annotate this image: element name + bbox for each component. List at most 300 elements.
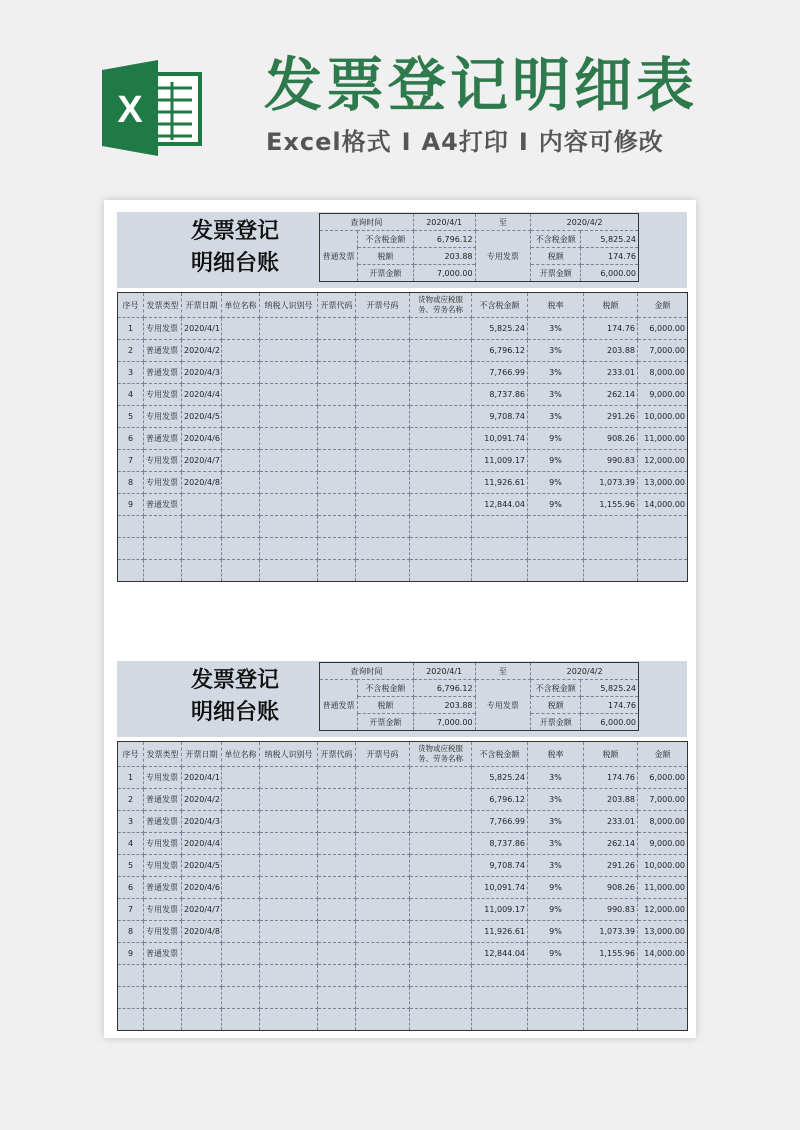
table-cell[interactable] bbox=[182, 538, 222, 560]
table-cell[interactable] bbox=[118, 560, 144, 582]
table-cell[interactable]: 普通发票 bbox=[144, 943, 182, 965]
table-cell[interactable] bbox=[356, 340, 410, 362]
table-cell[interactable] bbox=[356, 877, 410, 899]
table-cell[interactable]: 291.26 bbox=[584, 855, 638, 877]
table-cell[interactable] bbox=[410, 965, 472, 987]
table-cell[interactable]: 12,000.00 bbox=[638, 899, 688, 921]
table-cell[interactable] bbox=[260, 855, 318, 877]
table-cell[interactable] bbox=[318, 362, 356, 384]
table-cell[interactable] bbox=[356, 965, 410, 987]
table-cell[interactable]: 2020/4/4 bbox=[182, 384, 222, 406]
table-cell[interactable]: 专用发票 bbox=[144, 921, 182, 943]
table-cell[interactable]: 2 bbox=[118, 340, 144, 362]
table-cell[interactable]: 8,000.00 bbox=[638, 362, 688, 384]
table-cell[interactable]: 6,796.12 bbox=[472, 340, 528, 362]
table-cell[interactable]: 7,000.00 bbox=[638, 789, 688, 811]
column-header[interactable]: 税率 bbox=[528, 742, 584, 767]
column-header[interactable]: 货物或应税服务、劳务名称 bbox=[410, 293, 472, 318]
table-cell[interactable] bbox=[222, 965, 260, 987]
table-cell[interactable] bbox=[584, 516, 638, 538]
table-cell[interactable] bbox=[260, 1009, 318, 1031]
table-cell[interactable]: 1 bbox=[118, 767, 144, 789]
column-header[interactable]: 税率 bbox=[528, 293, 584, 318]
table-cell[interactable]: 8 bbox=[118, 921, 144, 943]
table-cell[interactable] bbox=[318, 899, 356, 921]
table-cell[interactable]: 11,009.17 bbox=[472, 450, 528, 472]
table-cell[interactable] bbox=[584, 538, 638, 560]
table-cell[interactable] bbox=[584, 1009, 638, 1031]
table-cell[interactable]: 203.88 bbox=[584, 789, 638, 811]
table-cell[interactable]: 5 bbox=[118, 406, 144, 428]
table-cell[interactable] bbox=[260, 767, 318, 789]
table-cell[interactable] bbox=[222, 877, 260, 899]
table-cell[interactable]: 11,926.61 bbox=[472, 921, 528, 943]
table-cell[interactable] bbox=[356, 560, 410, 582]
table-cell[interactable] bbox=[356, 516, 410, 538]
table-cell[interactable]: 6,000.00 bbox=[638, 318, 688, 340]
table-cell[interactable] bbox=[182, 987, 222, 1009]
table-cell[interactable] bbox=[222, 494, 260, 516]
table-cell[interactable]: 2020/4/2 bbox=[182, 340, 222, 362]
table-cell[interactable] bbox=[318, 494, 356, 516]
table-cell[interactable] bbox=[356, 987, 410, 1009]
table-cell[interactable] bbox=[638, 1009, 688, 1031]
table-cell[interactable]: 14,000.00 bbox=[638, 943, 688, 965]
table-cell[interactable] bbox=[410, 877, 472, 899]
table-cell[interactable] bbox=[118, 516, 144, 538]
table-cell[interactable] bbox=[584, 987, 638, 1009]
table-cell[interactable] bbox=[222, 516, 260, 538]
table-cell[interactable]: 6,000.00 bbox=[638, 767, 688, 789]
column-header[interactable]: 序号 bbox=[118, 293, 144, 318]
table-cell[interactable] bbox=[260, 340, 318, 362]
table-cell[interactable]: 8,000.00 bbox=[638, 811, 688, 833]
table-cell[interactable] bbox=[260, 384, 318, 406]
table-cell[interactable]: 普通发票 bbox=[144, 362, 182, 384]
table-cell[interactable] bbox=[356, 406, 410, 428]
table-cell[interactable] bbox=[410, 472, 472, 494]
table-cell[interactable] bbox=[584, 965, 638, 987]
table-cell[interactable] bbox=[222, 899, 260, 921]
table-cell[interactable] bbox=[638, 516, 688, 538]
table-cell[interactable]: 3% bbox=[528, 340, 584, 362]
table-cell[interactable]: 2020/4/8 bbox=[182, 472, 222, 494]
table-cell[interactable] bbox=[410, 494, 472, 516]
table-cell[interactable]: 9,708.74 bbox=[472, 406, 528, 428]
table-cell[interactable] bbox=[182, 516, 222, 538]
table-cell[interactable] bbox=[410, 450, 472, 472]
table-cell[interactable] bbox=[472, 516, 528, 538]
table-cell[interactable] bbox=[222, 428, 260, 450]
table-cell[interactable] bbox=[472, 1009, 528, 1031]
table-cell[interactable] bbox=[118, 1009, 144, 1031]
table-cell[interactable]: 9% bbox=[528, 494, 584, 516]
table-cell[interactable]: 13,000.00 bbox=[638, 472, 688, 494]
table-cell[interactable]: 专用发票 bbox=[144, 384, 182, 406]
table-cell[interactable]: 2020/4/2 bbox=[182, 789, 222, 811]
table-cell[interactable] bbox=[410, 987, 472, 1009]
table-cell[interactable] bbox=[410, 560, 472, 582]
table-cell[interactable]: 9% bbox=[528, 899, 584, 921]
table-cell[interactable] bbox=[410, 362, 472, 384]
table-cell[interactable]: 11,000.00 bbox=[638, 877, 688, 899]
table-cell[interactable] bbox=[222, 340, 260, 362]
table-cell[interactable] bbox=[356, 494, 410, 516]
table-cell[interactable] bbox=[638, 965, 688, 987]
column-header[interactable]: 发票类型 bbox=[144, 742, 182, 767]
table-cell[interactable]: 9,000.00 bbox=[638, 833, 688, 855]
table-cell[interactable] bbox=[318, 855, 356, 877]
table-cell[interactable] bbox=[528, 538, 584, 560]
table-cell[interactable] bbox=[410, 899, 472, 921]
table-cell[interactable] bbox=[318, 965, 356, 987]
table-cell[interactable]: 9% bbox=[528, 877, 584, 899]
table-cell[interactable] bbox=[410, 384, 472, 406]
table-cell[interactable] bbox=[410, 406, 472, 428]
table-cell[interactable]: 12,000.00 bbox=[638, 450, 688, 472]
table-cell[interactable] bbox=[638, 987, 688, 1009]
table-cell[interactable] bbox=[260, 406, 318, 428]
table-cell[interactable] bbox=[472, 965, 528, 987]
table-cell[interactable]: 4 bbox=[118, 384, 144, 406]
table-cell[interactable] bbox=[410, 833, 472, 855]
table-cell[interactable]: 262.14 bbox=[584, 384, 638, 406]
table-cell[interactable] bbox=[584, 560, 638, 582]
table-cell[interactable] bbox=[410, 789, 472, 811]
table-cell[interactable] bbox=[410, 943, 472, 965]
table-cell[interactable] bbox=[318, 406, 356, 428]
table-cell[interactable]: 7,000.00 bbox=[638, 340, 688, 362]
table-cell[interactable] bbox=[260, 362, 318, 384]
table-cell[interactable] bbox=[118, 538, 144, 560]
table-cell[interactable]: 8 bbox=[118, 472, 144, 494]
table-cell[interactable]: 6,796.12 bbox=[472, 789, 528, 811]
table-cell[interactable] bbox=[144, 538, 182, 560]
table-cell[interactable]: 2020/4/6 bbox=[182, 877, 222, 899]
column-header[interactable]: 税额 bbox=[584, 293, 638, 318]
table-cell[interactable] bbox=[318, 987, 356, 1009]
table-cell[interactable]: 专用发票 bbox=[144, 767, 182, 789]
table-cell[interactable]: 262.14 bbox=[584, 833, 638, 855]
table-cell[interactable] bbox=[528, 987, 584, 1009]
table-cell[interactable]: 专用发票 bbox=[144, 855, 182, 877]
table-cell[interactable] bbox=[144, 1009, 182, 1031]
table-cell[interactable] bbox=[222, 560, 260, 582]
table-cell[interactable] bbox=[356, 811, 410, 833]
table-cell[interactable]: 10,000.00 bbox=[638, 406, 688, 428]
column-header[interactable]: 开票日期 bbox=[182, 293, 222, 318]
table-cell[interactable] bbox=[260, 877, 318, 899]
table-cell[interactable]: 9,000.00 bbox=[638, 384, 688, 406]
table-cell[interactable] bbox=[410, 340, 472, 362]
column-header[interactable]: 单位名称 bbox=[222, 742, 260, 767]
column-header[interactable]: 纳税人识别号 bbox=[260, 742, 318, 767]
table-cell[interactable] bbox=[356, 538, 410, 560]
table-cell[interactable] bbox=[356, 318, 410, 340]
table-cell[interactable]: 3% bbox=[528, 767, 584, 789]
table-cell[interactable]: 233.01 bbox=[584, 362, 638, 384]
table-cell[interactable]: 233.01 bbox=[584, 811, 638, 833]
table-cell[interactable] bbox=[356, 472, 410, 494]
table-cell[interactable]: 7 bbox=[118, 899, 144, 921]
table-cell[interactable] bbox=[260, 494, 318, 516]
table-cell[interactable]: 普通发票 bbox=[144, 340, 182, 362]
table-cell[interactable] bbox=[260, 516, 318, 538]
table-cell[interactable] bbox=[318, 340, 356, 362]
table-cell[interactable]: 9 bbox=[118, 494, 144, 516]
table-cell[interactable] bbox=[528, 516, 584, 538]
table-cell[interactable] bbox=[318, 943, 356, 965]
table-cell[interactable]: 普通发票 bbox=[144, 811, 182, 833]
table-cell[interactable]: 专用发票 bbox=[144, 472, 182, 494]
table-cell[interactable] bbox=[260, 450, 318, 472]
table-cell[interactable]: 3 bbox=[118, 811, 144, 833]
table-cell[interactable] bbox=[318, 833, 356, 855]
table-cell[interactable] bbox=[472, 538, 528, 560]
column-header[interactable]: 货物或应税服务、劳务名称 bbox=[410, 742, 472, 767]
table-cell[interactable] bbox=[222, 472, 260, 494]
table-cell[interactable] bbox=[356, 362, 410, 384]
table-cell[interactable] bbox=[222, 384, 260, 406]
table-cell[interactable] bbox=[318, 472, 356, 494]
table-cell[interactable] bbox=[318, 538, 356, 560]
table-cell[interactable] bbox=[410, 318, 472, 340]
table-cell[interactable]: 4 bbox=[118, 833, 144, 855]
table-cell[interactable]: 5 bbox=[118, 855, 144, 877]
table-cell[interactable] bbox=[472, 560, 528, 582]
table-cell[interactable]: 174.76 bbox=[584, 767, 638, 789]
table-cell[interactable]: 1,073.39 bbox=[584, 472, 638, 494]
table-cell[interactable]: 普通发票 bbox=[144, 428, 182, 450]
table-cell[interactable]: 908.26 bbox=[584, 877, 638, 899]
table-cell[interactable]: 专用发票 bbox=[144, 833, 182, 855]
to-date[interactable]: 2020/4/2 bbox=[531, 214, 639, 231]
column-header[interactable]: 不含税金额 bbox=[472, 293, 528, 318]
from-date[interactable]: 2020/4/1 bbox=[413, 663, 475, 680]
table-cell[interactable]: 1,155.96 bbox=[584, 943, 638, 965]
table-cell[interactable] bbox=[144, 560, 182, 582]
table-cell[interactable] bbox=[118, 965, 144, 987]
table-cell[interactable] bbox=[182, 560, 222, 582]
table-cell[interactable] bbox=[410, 855, 472, 877]
column-header[interactable]: 序号 bbox=[118, 742, 144, 767]
table-cell[interactable]: 2020/4/7 bbox=[182, 899, 222, 921]
table-cell[interactable] bbox=[118, 987, 144, 1009]
table-cell[interactable] bbox=[318, 1009, 356, 1031]
table-cell[interactable] bbox=[222, 811, 260, 833]
table-cell[interactable] bbox=[356, 789, 410, 811]
table-cell[interactable]: 2020/4/1 bbox=[182, 318, 222, 340]
table-cell[interactable]: 2 bbox=[118, 789, 144, 811]
table-cell[interactable] bbox=[222, 362, 260, 384]
table-cell[interactable]: 14,000.00 bbox=[638, 494, 688, 516]
table-cell[interactable]: 3% bbox=[528, 833, 584, 855]
table-cell[interactable] bbox=[260, 965, 318, 987]
column-header[interactable]: 金额 bbox=[638, 293, 688, 318]
table-cell[interactable]: 2020/4/8 bbox=[182, 921, 222, 943]
table-cell[interactable] bbox=[356, 384, 410, 406]
table-cell[interactable] bbox=[260, 789, 318, 811]
table-cell[interactable]: 7,766.99 bbox=[472, 362, 528, 384]
table-cell[interactable]: 10,000.00 bbox=[638, 855, 688, 877]
table-cell[interactable] bbox=[222, 943, 260, 965]
table-cell[interactable] bbox=[356, 899, 410, 921]
table-cell[interactable]: 3% bbox=[528, 789, 584, 811]
table-cell[interactable] bbox=[260, 943, 318, 965]
column-header[interactable]: 开票代码 bbox=[318, 293, 356, 318]
table-cell[interactable]: 专用发票 bbox=[144, 318, 182, 340]
table-cell[interactable] bbox=[410, 767, 472, 789]
table-cell[interactable]: 990.83 bbox=[584, 899, 638, 921]
table-cell[interactable]: 7 bbox=[118, 450, 144, 472]
table-cell[interactable]: 普通发票 bbox=[144, 877, 182, 899]
table-cell[interactable] bbox=[222, 538, 260, 560]
table-cell[interactable]: 2020/4/5 bbox=[182, 406, 222, 428]
table-cell[interactable] bbox=[410, 1009, 472, 1031]
table-cell[interactable] bbox=[410, 428, 472, 450]
table-cell[interactable]: 5,825.24 bbox=[472, 318, 528, 340]
table-cell[interactable] bbox=[318, 318, 356, 340]
table-cell[interactable]: 专用发票 bbox=[144, 450, 182, 472]
table-cell[interactable] bbox=[356, 833, 410, 855]
table-cell[interactable]: 6 bbox=[118, 428, 144, 450]
table-cell[interactable]: 3% bbox=[528, 384, 584, 406]
table-cell[interactable]: 2020/4/5 bbox=[182, 855, 222, 877]
table-cell[interactable] bbox=[638, 538, 688, 560]
table-cell[interactable]: 普通发票 bbox=[144, 789, 182, 811]
table-cell[interactable]: 2020/4/6 bbox=[182, 428, 222, 450]
table-cell[interactable]: 291.26 bbox=[584, 406, 638, 428]
table-cell[interactable] bbox=[144, 516, 182, 538]
table-cell[interactable]: 12,844.04 bbox=[472, 494, 528, 516]
table-cell[interactable]: 1 bbox=[118, 318, 144, 340]
table-cell[interactable] bbox=[528, 560, 584, 582]
table-cell[interactable]: 990.83 bbox=[584, 450, 638, 472]
table-cell[interactable]: 13,000.00 bbox=[638, 921, 688, 943]
table-cell[interactable] bbox=[318, 428, 356, 450]
table-cell[interactable]: 8,737.86 bbox=[472, 384, 528, 406]
table-cell[interactable] bbox=[222, 789, 260, 811]
table-cell[interactable] bbox=[260, 560, 318, 582]
table-cell[interactable] bbox=[260, 987, 318, 1009]
table-cell[interactable] bbox=[318, 767, 356, 789]
table-cell[interactable]: 11,926.61 bbox=[472, 472, 528, 494]
table-cell[interactable]: 8,737.86 bbox=[472, 833, 528, 855]
table-cell[interactable]: 9% bbox=[528, 472, 584, 494]
table-cell[interactable]: 5,825.24 bbox=[472, 767, 528, 789]
table-cell[interactable]: 12,844.04 bbox=[472, 943, 528, 965]
column-header[interactable]: 金额 bbox=[638, 742, 688, 767]
table-cell[interactable] bbox=[356, 943, 410, 965]
table-cell[interactable]: 10,091.74 bbox=[472, 428, 528, 450]
table-cell[interactable] bbox=[222, 1009, 260, 1031]
table-cell[interactable]: 11,009.17 bbox=[472, 899, 528, 921]
column-header[interactable]: 发票类型 bbox=[144, 293, 182, 318]
table-cell[interactable] bbox=[260, 811, 318, 833]
table-cell[interactable]: 专用发票 bbox=[144, 899, 182, 921]
table-cell[interactable] bbox=[410, 921, 472, 943]
table-cell[interactable] bbox=[260, 472, 318, 494]
table-cell[interactable] bbox=[318, 450, 356, 472]
table-cell[interactable]: 9% bbox=[528, 450, 584, 472]
table-cell[interactable] bbox=[356, 767, 410, 789]
table-cell[interactable] bbox=[182, 943, 222, 965]
column-header[interactable]: 开票日期 bbox=[182, 742, 222, 767]
table-cell[interactable] bbox=[472, 987, 528, 1009]
table-cell[interactable]: 1,073.39 bbox=[584, 921, 638, 943]
column-header[interactable]: 不含税金额 bbox=[472, 742, 528, 767]
table-cell[interactable]: 2020/4/3 bbox=[182, 811, 222, 833]
table-cell[interactable] bbox=[356, 428, 410, 450]
table-cell[interactable]: 908.26 bbox=[584, 428, 638, 450]
table-cell[interactable] bbox=[144, 987, 182, 1009]
column-header[interactable]: 单位名称 bbox=[222, 293, 260, 318]
table-cell[interactable]: 9% bbox=[528, 943, 584, 965]
column-header[interactable]: 开票代码 bbox=[318, 742, 356, 767]
table-cell[interactable] bbox=[356, 450, 410, 472]
table-cell[interactable] bbox=[356, 855, 410, 877]
table-cell[interactable]: 174.76 bbox=[584, 318, 638, 340]
table-cell[interactable] bbox=[260, 428, 318, 450]
table-cell[interactable]: 11,000.00 bbox=[638, 428, 688, 450]
table-cell[interactable] bbox=[222, 318, 260, 340]
column-header[interactable]: 开票号码 bbox=[356, 742, 410, 767]
table-cell[interactable]: 3% bbox=[528, 318, 584, 340]
table-cell[interactable]: 普通发票 bbox=[144, 494, 182, 516]
table-cell[interactable]: 9% bbox=[528, 428, 584, 450]
table-cell[interactable] bbox=[410, 538, 472, 560]
table-cell[interactable]: 2020/4/4 bbox=[182, 833, 222, 855]
table-cell[interactable] bbox=[260, 538, 318, 560]
table-cell[interactable]: 2020/4/7 bbox=[182, 450, 222, 472]
table-cell[interactable]: 3% bbox=[528, 855, 584, 877]
column-header[interactable]: 税额 bbox=[584, 742, 638, 767]
table-cell[interactable]: 1,155.96 bbox=[584, 494, 638, 516]
table-cell[interactable] bbox=[260, 899, 318, 921]
table-cell[interactable] bbox=[222, 767, 260, 789]
table-cell[interactable]: 专用发票 bbox=[144, 406, 182, 428]
table-cell[interactable] bbox=[182, 494, 222, 516]
column-header[interactable]: 开票号码 bbox=[356, 293, 410, 318]
table-cell[interactable]: 3% bbox=[528, 811, 584, 833]
table-cell[interactable] bbox=[318, 789, 356, 811]
table-cell[interactable] bbox=[182, 1009, 222, 1031]
table-cell[interactable]: 3 bbox=[118, 362, 144, 384]
table-cell[interactable] bbox=[222, 406, 260, 428]
table-cell[interactable] bbox=[222, 833, 260, 855]
table-cell[interactable] bbox=[410, 516, 472, 538]
table-cell[interactable] bbox=[356, 1009, 410, 1031]
table-cell[interactable] bbox=[222, 921, 260, 943]
table-cell[interactable] bbox=[144, 965, 182, 987]
table-cell[interactable] bbox=[260, 318, 318, 340]
table-cell[interactable]: 7,766.99 bbox=[472, 811, 528, 833]
table-cell[interactable] bbox=[222, 987, 260, 1009]
table-cell[interactable] bbox=[222, 855, 260, 877]
table-cell[interactable]: 2020/4/1 bbox=[182, 767, 222, 789]
table-cell[interactable] bbox=[410, 811, 472, 833]
table-cell[interactable]: 3% bbox=[528, 362, 584, 384]
table-cell[interactable] bbox=[638, 560, 688, 582]
to-date[interactable]: 2020/4/2 bbox=[531, 663, 639, 680]
table-cell[interactable] bbox=[222, 450, 260, 472]
table-cell[interactable] bbox=[318, 877, 356, 899]
table-cell[interactable] bbox=[318, 384, 356, 406]
table-cell[interactable] bbox=[318, 921, 356, 943]
table-cell[interactable]: 9 bbox=[118, 943, 144, 965]
table-cell[interactable] bbox=[318, 560, 356, 582]
table-cell[interactable]: 10,091.74 bbox=[472, 877, 528, 899]
